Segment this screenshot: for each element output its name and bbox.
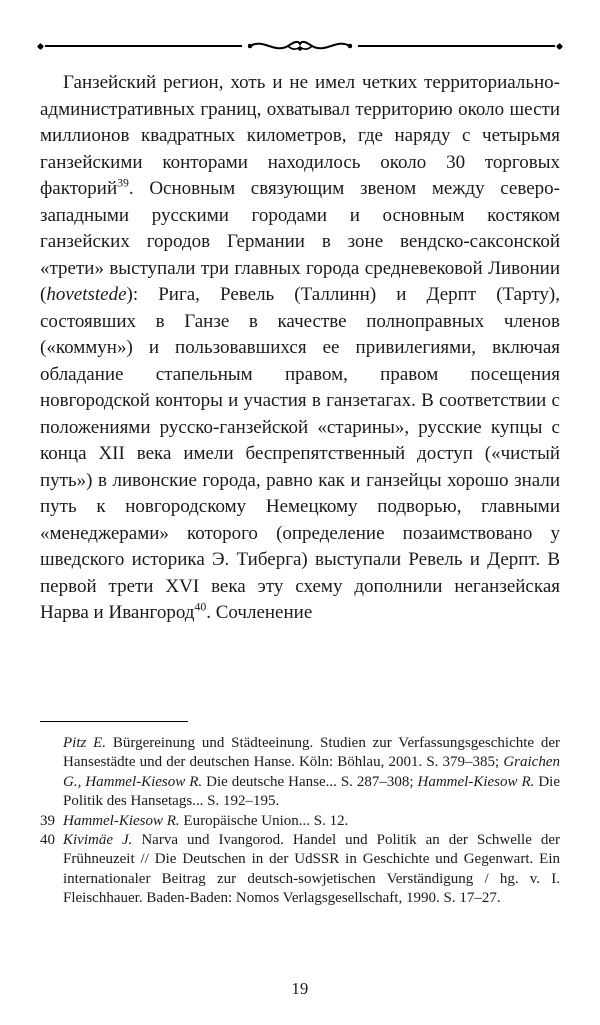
text-run: Narva und Ivangorod. Handel und Politik an der Schwelle der Frühneuzeit // Die Deutschen in der UdSSR in Geschichte und Gegenwart. Ein internationaler Beitrag zur deutsch-sowjetischen Verständigung / hg. v. I. Fleischhauer. Baden-Baden: Nomos Verlagsgesellschaft, 1990. S. 17–27. bbox=[63, 832, 560, 907]
ornament-line-right bbox=[358, 45, 555, 47]
ornament-end-dot-right bbox=[556, 42, 563, 49]
footnote-ref: 40 bbox=[194, 600, 207, 614]
footnote-item bbox=[40, 831, 560, 909]
italic-text: Graichen G., Hammel-Kiesow R. bbox=[63, 754, 560, 790]
footnote-separator bbox=[40, 721, 188, 722]
italic-text: Pitz E. bbox=[63, 735, 107, 751]
main-text bbox=[40, 70, 560, 627]
text-run: ): Рига, Ревель (Таллинн) и Дерпт (Тарту), состоявших в Ганзе в качестве полноправных членов («коммун») и пользовавшихся ее привилегиями, включая обладание стапельным правом, правом посещения новгородской конторы и участия в ганзетагах. В соответствии с положениями русско-ганзейской «старины», русские купцы с конца XII века имели беспрепятственный доступ («чистый путь») в ливонские города, равно как и ганзейцы хорошо знали путь к новгородскому Немецкому подворью, главными «менеджерами» которого (определение позаимствовано у шведского историка Э. Тиберга) выступали Ревель и Дерпт. В первой трети XVI века эту схему дополнили неганзейская Нарва и Ивангород bbox=[40, 284, 560, 623]
italic-text: Kivimäe J. bbox=[63, 832, 133, 849]
footnote-marker: 40 bbox=[40, 832, 55, 849]
ornament-flourish-icon bbox=[248, 36, 352, 56]
text-run: Ганзейский регион, хоть и не имел четких территориально-административных границ, охватывал территорию около шести миллионов квадратных километров, где наряду с четырьмя ганзейскими конторами находилось около 30 торговых факторий bbox=[40, 72, 560, 199]
header-ornament bbox=[38, 36, 562, 56]
text-run: . Основным связующим звеном между северо-западными русскими городами и основным костяком ганзейских городов Германии в зоне вендско-саксонской «трети» выступали три главных города средневековой Ливонии ( bbox=[40, 178, 560, 305]
text-run: . Сочленение bbox=[206, 602, 313, 623]
footnote-item bbox=[40, 734, 560, 812]
paragraph bbox=[40, 70, 560, 627]
page-number: 19 bbox=[291, 979, 309, 998]
text-run: Bürgereinung und Städteeinung. Studien zur Verfassungsgeschichte der Hansestädte und der deutschen Hanse. Köln: Böhlau, 2001. S. 379–385; bbox=[63, 735, 561, 771]
footnote-ref: 39 bbox=[117, 176, 129, 190]
footnotes-list bbox=[40, 734, 560, 909]
text-run: Europäische Union... S. 12. bbox=[179, 812, 349, 829]
ornament-line-left bbox=[45, 45, 242, 47]
italic-text: Hammel-Kiesow R. bbox=[63, 812, 180, 829]
italic-text: Hammel-Kiesow R. bbox=[417, 773, 535, 790]
ornament-end-dot-left bbox=[37, 42, 44, 49]
footnote-marker: 39 bbox=[40, 812, 55, 829]
italic-text: hovetstede bbox=[46, 284, 127, 305]
footnote-item bbox=[40, 812, 560, 831]
text-run: Die deutsche Hanse... S. 287–308; bbox=[202, 773, 418, 790]
text-run: Die Politik des Hansetags... S. 192–195. bbox=[63, 773, 560, 810]
